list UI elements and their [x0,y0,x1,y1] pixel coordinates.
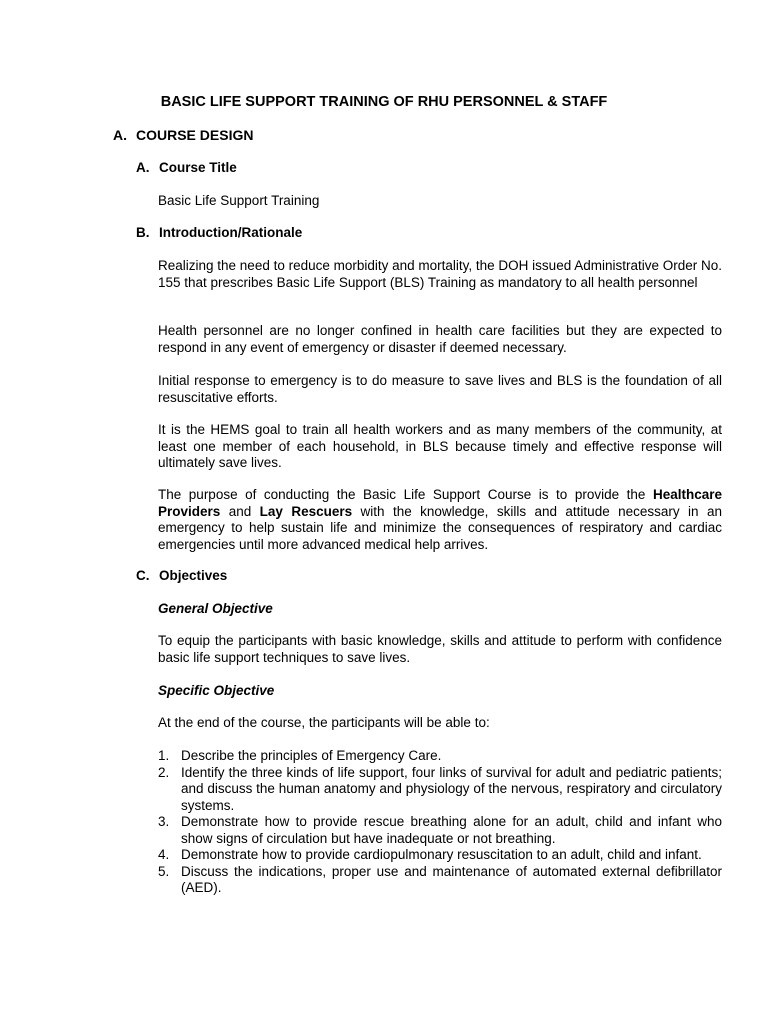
list-number: 2. [158,764,170,780]
list-item [158,748,722,765]
list-number: 4. [158,847,170,862]
list-item-text: Demonstrate how to provide rescue breathing alone for an adult, child and infant who show signs of circulation but have inadequate or not breathing. [181,814,722,846]
text-run: The purpose of conducting the Basic Life Support Course is to provide the [158,487,653,502]
subheading-course-title [136,160,237,177]
bold-lay-rescuers: Lay Rescuers [259,503,353,519]
list-item-text: Identify the three kinds of life support, four links of survival for adult and pediatric patients; and discuss the human anatomy and physiology of the nervous, respiratory and circulatory systems. [181,764,722,813]
list-number: 1. [158,748,170,763]
list-item-text: Describe the principles of Emergency Care. [181,748,442,763]
section-heading-course-design [113,127,253,144]
subheading-label: A. [136,160,150,175]
list-item-text: Discuss the indications, proper use and maintenance of automated external defibrillator (AED). [181,863,722,895]
list-item [158,847,722,864]
specific-objective-heading: Specific Objective [158,683,275,698]
subheading-objectives [136,568,227,585]
section-heading-text: COURSE DESIGN [136,127,254,143]
list-item [158,765,722,815]
list-number: 3. [158,814,170,829]
list-number: 5. [158,863,170,879]
general-objective-heading: General Objective [158,601,273,616]
bold-healthcare-providers: Healthcare Providers [158,487,722,519]
intro-paragraph-2: Health personnel are no longer confined in health care facilities but they are expected to respond in any event of emergency or disaster if deemed necessary. [158,323,722,355]
course-title-text: Basic Life Support Training [158,193,320,208]
subheading-text: Course Title [159,160,237,175]
text-run: and [220,503,260,519]
list-item [158,864,722,897]
list-item [158,814,722,847]
intro-paragraph-4: It is the HEMS goal to train all health workers and as many members of the community, at least one member of each household, in BLS because timely and effective response will ultimately save lives. [158,422,722,470]
intro-paragraph-5 [158,487,722,553]
text-run: with the knowledge, skills and attitude necessary in an emergency to help sustain life and minimize the consequences of respiratory and cardiac emergencies until more advanced medical help arrives. [158,503,722,552]
list-item-text: Demonstrate how to provide cardiopulmonary resuscitation to an adult, child and infant. [181,847,702,862]
subheading-label: B. [136,225,150,240]
section-label: A. [113,127,127,143]
specific-objective-intro: At the end of the course, the participants will be able to: [158,715,490,730]
intro-paragraph-3: Initial response to emergency is to do measure to save lives and BLS is the foundation of all resuscitative efforts. [158,373,722,405]
subheading-introduction [136,225,302,242]
intro-paragraph-1: Realizing the need to reduce morbidity and mortality, the DOH issued Administrative Order No. 155 that prescribes Basic Life Support (BLS) Training as mandatory to all health personnel [158,258,723,290]
general-objective-text: To equip the participants with basic knowledge, skills and attitude to perform with confidence basic life support techniques to save lives. [158,633,722,665]
document-title: BASIC LIFE SUPPORT TRAINING OF RHU PERSONNEL & STAFF [160,94,608,110]
subheading-text: Objectives [159,568,228,583]
subheading-label: C. [136,568,150,583]
objectives-list [158,748,722,897]
subheading-text: Introduction/Rationale [159,225,303,240]
